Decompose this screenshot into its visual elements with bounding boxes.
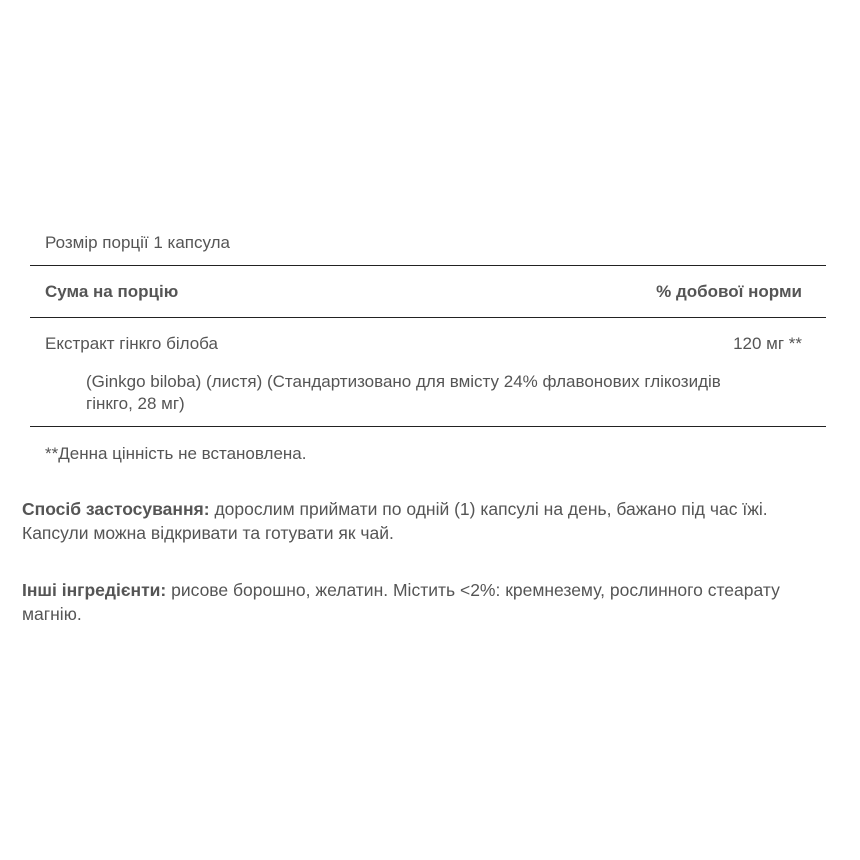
serving-size: Розмір порції 1 капсула <box>45 233 231 252</box>
amount-per-serving-label: Сума на порцію <box>45 282 179 301</box>
usage-instructions <box>22 497 812 545</box>
supplement-facts-table <box>30 228 826 469</box>
other-ingredients-label: Інші інгредієнти: <box>22 580 167 600</box>
ingredient-name: Екстракт гінкго білоба <box>45 334 218 353</box>
other-ingredients <box>22 578 812 626</box>
footnote: **Денна цінність не встановлена. <box>45 444 307 463</box>
ingredient-description: (Ginkgo biloba) (листя) (Стандартизовано для вмісту 24% флавонових глікозидів гінкго, 28 мг) <box>86 372 721 413</box>
usage-label: Спосіб застосування: <box>22 499 210 519</box>
usage-text: дорослим приймати по одній (1) капсулі на день, бажано під час їжі. Капсули можна відкривати та готувати як чай. <box>22 499 768 543</box>
other-ingredients-text: рисове борошно, желатин. Містить <2%: кремнезему, рослинного стеарату магнію. <box>22 580 780 624</box>
ingredient-amount: 120 мг ** <box>733 334 802 353</box>
daily-value-label: % добової норми <box>656 282 802 301</box>
ingredient-row <box>30 318 826 355</box>
table-header <box>30 266 826 317</box>
